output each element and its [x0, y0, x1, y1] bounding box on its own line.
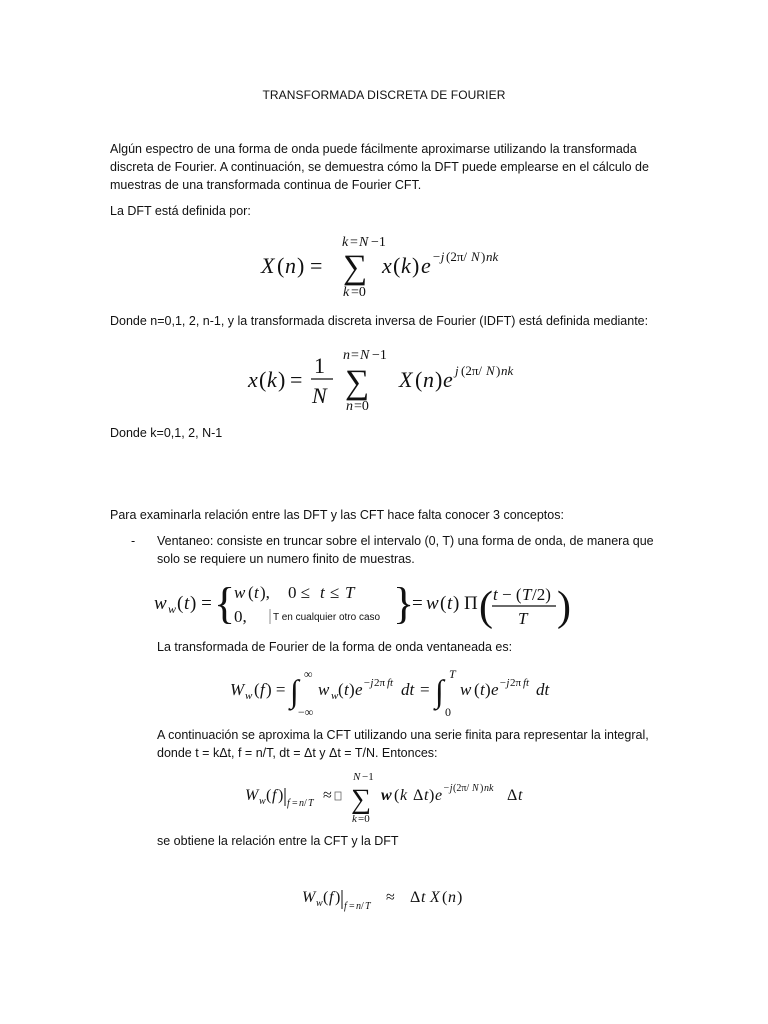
svg-text:∫: ∫	[435, 673, 444, 709]
svg-text:j: j	[455, 363, 459, 378]
svg-text:T: T	[522, 585, 532, 604]
svg-text:N: N	[312, 383, 327, 408]
where-k-paragraph: Donde k=0,1, 2, N-1	[110, 426, 223, 440]
svg-text:=: =	[310, 253, 323, 278]
svg-text:0: 0	[445, 705, 451, 719]
svg-text:k: k	[400, 787, 408, 804]
svg-text:2π: 2π	[374, 677, 386, 689]
svg-text:−j: −j	[363, 677, 374, 689]
svg-text:(: (	[323, 889, 329, 906]
svg-text:(: (	[393, 253, 401, 278]
svg-text:=: =	[349, 901, 355, 912]
svg-text:w: w	[318, 680, 330, 699]
svg-text:X: X	[399, 367, 413, 392]
svg-text:): )	[435, 367, 443, 392]
svg-text:e: e	[421, 253, 431, 278]
svg-text:),: ),	[260, 583, 270, 602]
svg-text:(2π/: (2π/	[453, 783, 470, 794]
svg-text:): )	[412, 253, 420, 278]
approximation-paragraph: A continuación se aproxima la CFT utilizando una serie finita para representar la integral, donde t = kΔt, f = n/T, dt = Δt y Δt = T/N. Entonces:	[157, 728, 649, 760]
svg-text:ft: ft	[523, 677, 530, 689]
svg-text:X: X	[430, 889, 440, 906]
windowing-paragraph: Ventaneo: consiste en truncar sobre el intervalo (0, T) una forma de onda, de manera que solo se requiere un numero finito de muestras.	[157, 534, 654, 566]
svg-text:/: /	[304, 798, 307, 809]
svg-text:): )	[557, 584, 571, 630]
svg-text:≈: ≈	[386, 889, 395, 906]
approximation-formula	[243, 768, 543, 826]
svg-text:k: k	[401, 253, 411, 278]
svg-text:T: T	[518, 609, 528, 628]
svg-text:t: t	[421, 889, 426, 906]
svg-text:W: W	[302, 889, 316, 906]
svg-text:−j: −j	[499, 677, 510, 689]
svg-text:1: 1	[314, 353, 325, 378]
svg-text:x: x	[382, 253, 392, 278]
svg-text:/2): /2)	[532, 585, 551, 604]
svg-text:dt: dt	[401, 680, 415, 699]
svg-text:e: e	[443, 367, 453, 392]
window-formula	[152, 578, 571, 630]
svg-text:T: T	[365, 901, 371, 912]
svg-text:t: t	[480, 680, 485, 699]
svg-text:W: W	[230, 680, 245, 699]
svg-text:(: (	[440, 593, 447, 614]
svg-text:0 ≤: 0 ≤	[288, 583, 311, 602]
svg-text:Δ: Δ	[507, 787, 518, 804]
svg-text:k: k	[267, 367, 277, 392]
svg-text:N: N	[486, 363, 495, 378]
svg-text:(: (	[479, 584, 493, 630]
svg-text:w: w	[331, 690, 339, 702]
svg-text:w: w	[245, 690, 253, 702]
svg-text:(: (	[415, 367, 423, 392]
svg-text:w: w	[154, 593, 167, 614]
svg-text:(: (	[338, 680, 344, 699]
svg-text:nk: nk	[484, 783, 494, 794]
svg-text:N: N	[359, 235, 369, 250]
svg-text:t: t	[447, 593, 453, 614]
svg-text:e: e	[435, 787, 443, 804]
svg-text:): )	[480, 783, 484, 794]
piecewise-note: T en cualquier otro caso	[273, 612, 381, 623]
svg-text:): )	[429, 787, 435, 804]
svg-text:t: t	[344, 680, 349, 699]
svg-text:(2π/: (2π/	[446, 249, 468, 264]
svg-text:): )	[453, 593, 460, 614]
svg-text:f: f	[260, 680, 265, 699]
svg-text:=0: =0	[351, 285, 366, 300]
svg-text:nk: nk	[501, 363, 514, 378]
svg-text:n: n	[343, 348, 350, 363]
svg-text:(: (	[254, 680, 260, 699]
svg-text:f: f	[287, 798, 290, 809]
svg-text:): )	[278, 367, 286, 392]
svg-text:(: (	[394, 787, 400, 804]
svg-text:∑: ∑	[351, 784, 371, 815]
svg-text:n: n	[299, 798, 304, 809]
svg-text:f: f	[329, 889, 334, 906]
windowed-ft-formula	[228, 664, 558, 720]
relation-formula	[300, 882, 480, 914]
svg-text:(: (	[177, 593, 184, 614]
svg-text:(: (	[259, 367, 267, 392]
svg-text:−1: −1	[372, 348, 387, 363]
svg-text:Δ: Δ	[413, 787, 424, 804]
svg-text:): )	[335, 889, 341, 906]
svg-text:): )	[496, 363, 501, 378]
svg-text:−j: −j	[443, 783, 453, 794]
svg-text:f: f	[344, 901, 347, 912]
svg-text:n: n	[448, 889, 456, 906]
svg-text:): )	[297, 253, 305, 278]
svg-text:−j: −j	[432, 249, 445, 264]
svg-text:w: w	[316, 898, 323, 909]
svg-text:) =: ) =	[266, 680, 286, 699]
svg-text:dt: dt	[536, 680, 550, 699]
idft-formula	[243, 345, 543, 420]
where-n-paragraph: Donde n=0,1, 2, n-1, y la transformada discreta inversa de Fourier (IDFT) está definida mediante:	[110, 314, 649, 328]
svg-text:=: =	[350, 235, 358, 250]
svg-text:) =: ) =	[190, 593, 212, 614]
svg-text:∫: ∫	[290, 673, 299, 709]
relation-intro-paragraph: Para examinarla relación entre las DFT y las CFT hace falta conocer 3 conceptos:	[110, 508, 564, 522]
svg-text:(2π/: (2π/	[461, 363, 483, 378]
svg-text:− (: − (	[502, 585, 522, 604]
svg-text:(: (	[248, 583, 254, 602]
svg-text:−∞: −∞	[298, 705, 314, 719]
svg-text:): )	[485, 680, 491, 699]
svg-text:w: w	[460, 680, 472, 699]
svg-text:∑: ∑	[345, 364, 370, 401]
window-ft-paragraph: La transformada de Fourier de la forma de onda ventaneada es:	[157, 640, 513, 654]
svg-text:k: k	[352, 813, 357, 825]
svg-text:N: N	[472, 783, 479, 794]
svg-text:): )	[278, 787, 284, 804]
svg-text:ft: ft	[387, 677, 394, 689]
svg-text:t: t	[320, 583, 325, 602]
svg-text:0,: 0,	[234, 607, 247, 626]
svg-text:N: N	[471, 249, 480, 264]
svg-text:(: (	[277, 253, 285, 278]
document-title: TRANSFORMADA DISCRETA DE FOURIER	[262, 88, 506, 102]
svg-text:w: w	[259, 796, 266, 807]
svg-text:w: w	[381, 787, 392, 804]
svg-text:=: =	[351, 348, 359, 363]
svg-text:−1: −1	[371, 235, 386, 250]
relation-result-paragraph: se obtiene la relación entre la CFT y la DFT	[157, 834, 399, 848]
svg-text:N: N	[353, 771, 361, 783]
svg-text:n: n	[346, 399, 353, 414]
svg-text:x: x	[248, 367, 258, 392]
svg-text:=0: =0	[354, 399, 369, 414]
svg-text:T: T	[449, 667, 456, 681]
svg-text:(: (	[266, 787, 272, 804]
svg-text:t: t	[493, 585, 498, 604]
svg-text:t: t	[184, 593, 190, 614]
svg-text:k: k	[342, 235, 349, 250]
svg-text:−1: −1	[362, 771, 374, 783]
dft-definition-label: La DFT está definida por:	[110, 204, 251, 218]
svg-text:W: W	[245, 787, 259, 804]
svg-text:=0: =0	[358, 813, 370, 825]
svg-text:Δ: Δ	[410, 889, 421, 906]
svg-text:k: k	[343, 285, 350, 300]
svg-text:≤: ≤	[330, 583, 340, 602]
svg-text:=: =	[420, 680, 430, 699]
svg-text:w: w	[168, 602, 177, 616]
svg-text:n: n	[423, 367, 434, 392]
svg-text:{: {	[214, 579, 236, 628]
svg-text:f: f	[272, 787, 277, 804]
intro-paragraph: Algún espectro de una forma de onda puede fácilmente aproximarse utilizando la transformada discreta de Fourier. A continuación, se demuestra cómo la DFT puede emplearse en el cálculo de muestras de una transformada continua de Fourier CFT.	[110, 142, 649, 192]
svg-text:(: (	[442, 889, 448, 906]
svg-text:}: }	[393, 579, 415, 628]
svg-text:n: n	[285, 253, 296, 278]
svg-text:∞: ∞	[304, 667, 313, 681]
svg-text:=: =	[292, 798, 298, 809]
svg-text:T: T	[308, 798, 314, 809]
svg-text:≈: ≈	[323, 787, 332, 804]
svg-text:n: n	[356, 901, 361, 912]
svg-text:): )	[457, 889, 463, 906]
svg-text:T: T	[345, 583, 355, 602]
bullet-marker: -	[131, 534, 136, 548]
svg-text:X: X	[261, 253, 275, 278]
svg-text:∑: ∑	[343, 249, 368, 286]
svg-text:t: t	[254, 583, 259, 602]
svg-text:e: e	[355, 680, 363, 699]
svg-text:(: (	[474, 680, 480, 699]
svg-text:/: /	[361, 901, 364, 912]
svg-text:Π: Π	[464, 593, 478, 614]
dft-formula	[255, 228, 535, 303]
svg-text:=: =	[412, 593, 423, 614]
svg-text:t: t	[424, 787, 429, 804]
svg-text:=: =	[290, 367, 303, 392]
svg-text:2π: 2π	[510, 677, 522, 689]
svg-text:): )	[349, 680, 355, 699]
svg-text:nk: nk	[486, 249, 499, 264]
svg-text:w: w	[426, 593, 439, 614]
svg-text:N: N	[360, 348, 370, 363]
svg-text:t: t	[518, 787, 523, 804]
svg-text:): )	[481, 249, 486, 264]
svg-text:w: w	[234, 583, 246, 602]
svg-text:e: e	[491, 680, 499, 699]
